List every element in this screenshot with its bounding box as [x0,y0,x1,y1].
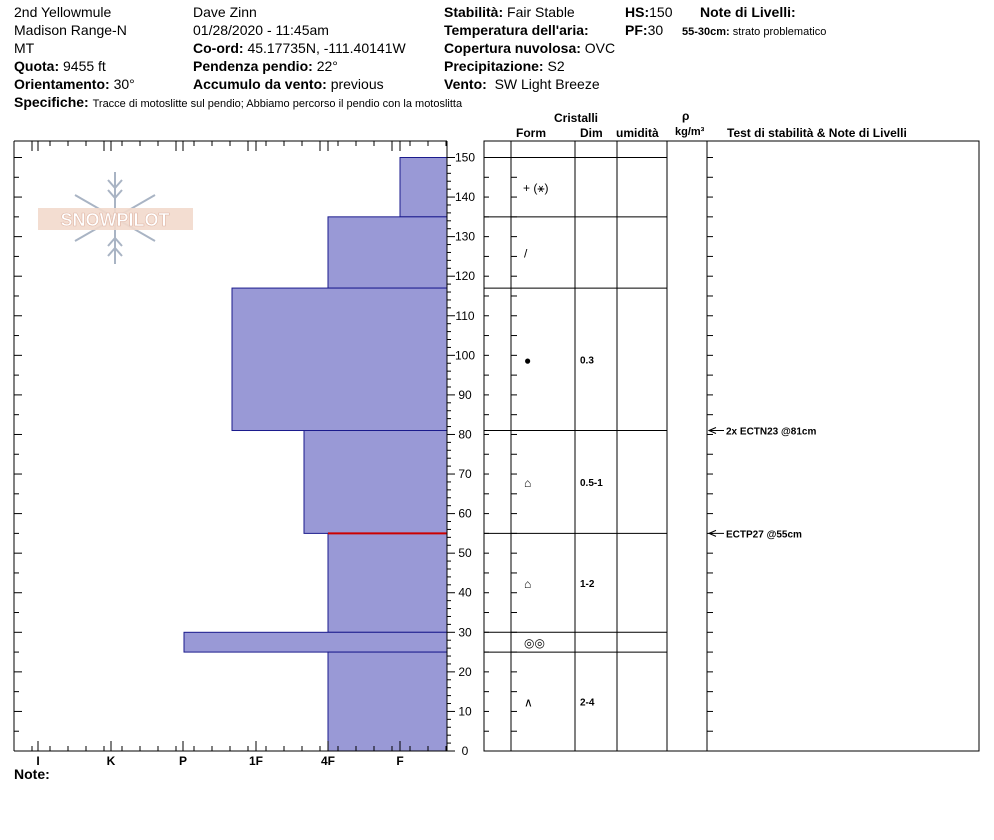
hs-label: HS: [625,4,650,20]
precip-label: Precipitazione: [444,58,544,74]
tests-header: Test di stabilità & Note di Livelli [727,126,907,140]
stability-test-label: 2x ECTN23 @81cm [726,426,817,438]
stability-label: Stabilità: [444,4,504,20]
grain-form-symbol: ◎◎ [524,636,545,651]
depth-tick-label: 60 [458,506,472,521]
slope-label: Pendenza pendio: [193,58,313,74]
stability-test-label: ECTP27 @55cm [726,529,802,541]
crystal-table [484,141,979,751]
grain-size: 2-4 [580,697,595,709]
moisture-header: umidità [616,126,659,140]
hardness-bar [184,632,447,652]
grain-size: 0.3 [580,355,594,367]
range-name: Madison Range-N [14,22,127,38]
note-label: Note: [14,766,50,782]
grain-form-symbol: ⌂ [524,576,532,591]
grain-form-symbol: ∧ [524,695,533,710]
depth-tick-label: 140 [454,190,476,205]
stability-value: Fair Stable [507,4,575,20]
form-header: Form [516,126,546,140]
state-name: MT [14,40,35,56]
quota-value: 9455 ft [63,58,106,74]
observation-datetime: 01/28/2020 - 11:45am [193,22,329,38]
problem-layer-label: 55-30cm: [682,26,730,38]
depth-tick-label: 90 [458,387,472,402]
coord-value: 45.17735N, -111.40141W [247,40,406,56]
grain-form-symbol: + (⚹) [523,181,549,196]
cloud-value: OVC [584,40,616,56]
wind-load-label: Accumulo da vento: [193,76,327,92]
coord-label: Co-ord: [193,40,244,56]
precip-value: S2 [547,58,565,74]
cloud-label: Copertura nuvolosa: [444,40,581,56]
depth-tick-label: 40 [458,585,472,600]
depth-tick-label: 130 [454,229,476,244]
hs-value: 150 [649,4,673,20]
notes-levels-label: Note di Livelli: [700,4,796,20]
observer-name: Dave Zinn [193,4,257,20]
depth-tick-label: 0 [461,744,469,758]
specifics-value: Tracce di motoslitte sul pendio; Abbiamo percorso il pendio con la motoslitta [92,98,463,110]
hardness-bar [304,431,447,534]
hardness-layers [184,158,447,752]
hardness-bar [328,652,447,751]
hardness-bar [328,533,447,632]
hardness-label: I [36,754,40,768]
dim-header: Dim [580,126,603,140]
hardness-bar [232,288,447,430]
slope-value: 22° [316,58,338,74]
hardness-label: P [178,754,188,768]
crystals-header: Cristalli [554,111,599,125]
quota-label: Quota: [14,58,60,74]
table-frame [484,141,979,751]
stability-tests [709,427,816,541]
pf-value: 30 [647,22,664,38]
depth-tick-label: 50 [458,546,472,561]
depth-tick-label: 70 [458,467,472,482]
wind-value: SW Light Breeze [494,76,600,92]
grain-size: 1-2 [580,578,595,590]
logo-text: SNOWPILOT [60,210,170,230]
pf-label: PF: [625,22,648,38]
hardness-bar [400,158,447,217]
depth-tick-label: 80 [458,427,472,442]
depth-tick-label: 10 [458,704,472,719]
hardness-label: F [396,754,404,768]
hardness-label: 4F [320,754,336,768]
wind-label: Vento: [444,76,487,92]
grain-form-symbol: ● [524,353,532,368]
problem-layer-value: strato problematico [732,26,827,38]
depth-tick-label: 30 [458,625,472,640]
depth-tick-label: 120 [454,269,476,284]
grain-form-symbol: ⌂ [524,475,532,490]
orientation-label: Orientamento: [14,76,110,92]
depth-tick-label: 100 [454,348,476,363]
rho-header: ρ [682,109,690,123]
location-name: 2nd Yellowmule [14,4,112,20]
grain-size: 0.5-1 [580,477,603,489]
hardness-label: K [106,754,116,768]
wind-load-value: previous [330,76,384,92]
depth-tick-label: 20 [458,664,472,679]
orientation-value: 30° [113,76,135,92]
hardness-bar [328,217,447,288]
density-unit-header: kg/m³ [675,126,705,138]
depth-tick-label: 110 [455,308,475,323]
grain-form-symbol: / [524,246,528,261]
air-temp-label: Temperatura dell'aria: [444,22,589,38]
depth-tick-label: 150 [454,150,476,165]
specifics-label: Specifiche: [14,94,89,110]
hardness-label: 1F [248,754,264,768]
